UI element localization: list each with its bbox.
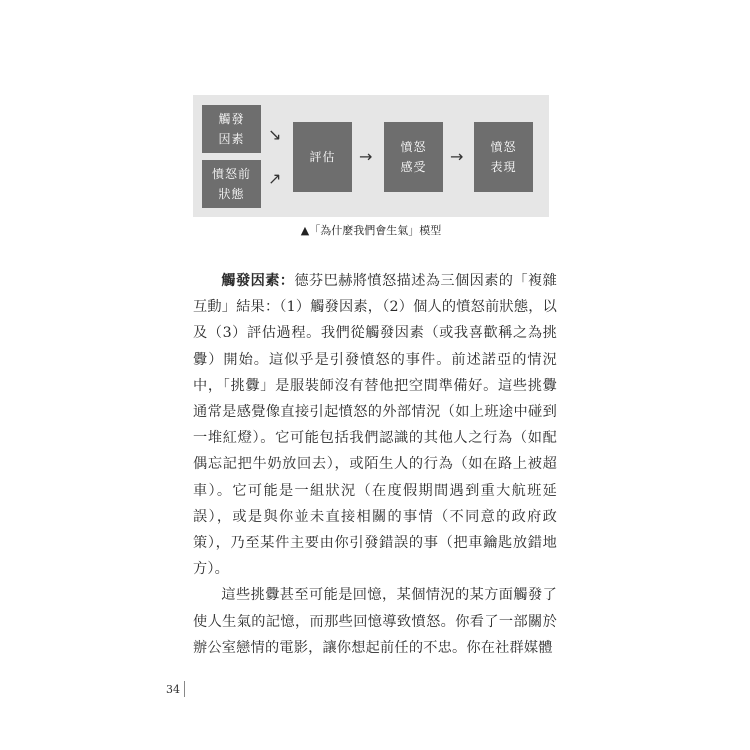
trigger-line-2: 因素 xyxy=(218,132,245,146)
trigger-box xyxy=(202,105,261,153)
expression-box xyxy=(474,122,533,192)
expression-line-1: 憤怒 xyxy=(490,140,517,154)
feeling-box xyxy=(384,122,443,192)
feeling-line-2: 感受 xyxy=(400,160,427,174)
paragraph-2: 這些挑釁甚至可能是回憶，某個情況的某方面觸發了使人生氣的記憶，而那些回憶導致憤怒。你看了一部關於辦公室戀情的電影，讓你想起前任的不忠。你在社群媒體 xyxy=(193,587,557,656)
arrow-up-right-icon: ↗ xyxy=(268,169,282,188)
paragraph-1-body: 德芬巴赫將憤怒描述為三個因素的「複雜互動」結果：（1）觸發因素，（2）個人的憤怒前狀態，以及（3）評估過程。我們從觸發因素（或我喜歡稱之為挑釁）開始。這似乎是引發憤怒的事件。前述諾亞的情況中，「挑釁」是服裝師沒有替他把空間準備好。這些挑釁通常是感覺像直接引起憤怒的外部情況（如上班途中碰到一堆紅燈）。它可能包括我們認識的其他人之行為（如配偶忘記把牛奶放回去），或陌生人的行為（如在路上被超車）。它可能是一組狀況（在度假期間遇到重大航班延誤），或是與你並未直接相關的事情（不同意的政府政策），乃至某件主要由你引發錯誤的事（把車鑰匙放錯地方）。 xyxy=(193,273,557,578)
figure-caption: ▲「為什麼我們會生氣」模型 xyxy=(300,224,442,237)
arrow-right-icon: → xyxy=(450,147,464,166)
arrow-down-right-icon: ↘ xyxy=(268,125,282,144)
expression-line-2: 表現 xyxy=(490,160,517,174)
paragraph-lead: 觸發因素： xyxy=(221,273,295,289)
folio-divider xyxy=(184,681,185,697)
paragraph-1 xyxy=(193,268,557,582)
appraisal-label: 評估 xyxy=(309,150,336,164)
feeling-line-1: 憤怒 xyxy=(400,140,427,154)
arrow-right-icon: → xyxy=(359,147,373,166)
body-text xyxy=(193,268,557,661)
appraisal-box xyxy=(293,122,352,192)
anger-model-diagram xyxy=(193,95,549,217)
page-number: 34 xyxy=(166,683,180,696)
trigger-line-1: 觸發 xyxy=(218,112,245,126)
pre-state-line-1: 憤怒前 xyxy=(211,167,251,181)
pre-state-line-2: 狀態 xyxy=(218,187,245,201)
pre-state-box xyxy=(202,160,261,208)
